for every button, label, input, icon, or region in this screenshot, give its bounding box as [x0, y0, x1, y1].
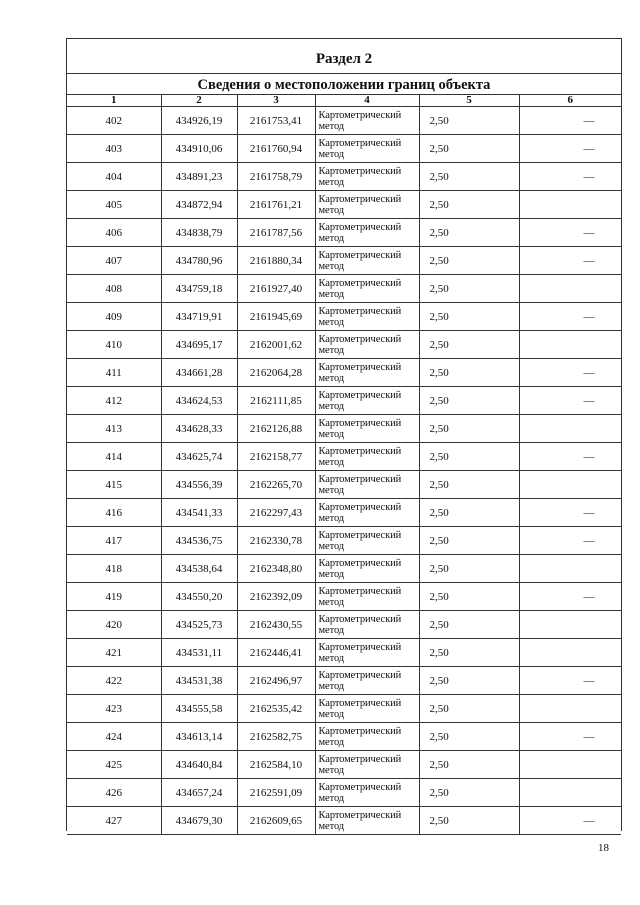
y-coordinate-cell: 2161927,40 [237, 275, 315, 303]
method-cell: Картометрический метод [315, 779, 419, 807]
column-header: 3 [237, 95, 315, 107]
table-row [67, 443, 621, 471]
method-cell: Картометрический метод [315, 583, 419, 611]
point-number-cell: 418 [67, 555, 161, 583]
note-cell [519, 275, 621, 303]
column-header: 1 [67, 95, 161, 107]
y-coordinate-cell: 2162001,62 [237, 331, 315, 359]
point-number-cell: 404 [67, 163, 161, 191]
note-cell: — [519, 527, 621, 555]
y-coordinate-cell: 2162330,78 [237, 527, 315, 555]
point-number-cell: 410 [67, 331, 161, 359]
method-cell: Картометрический метод [315, 555, 419, 583]
column-header: 2 [161, 95, 237, 107]
x-coordinate-cell: 434780,96 [161, 247, 237, 275]
x-coordinate-cell: 434625,74 [161, 443, 237, 471]
precision-cell: 2,50 [419, 387, 519, 415]
precision-cell: 2,50 [419, 583, 519, 611]
note-cell: — [519, 443, 621, 471]
precision-cell: 2,50 [419, 499, 519, 527]
note-cell [519, 695, 621, 723]
point-number-cell: 415 [67, 471, 161, 499]
method-cell: Картометрический метод [315, 751, 419, 779]
x-coordinate-cell: 434538,64 [161, 555, 237, 583]
x-coordinate-cell: 434550,20 [161, 583, 237, 611]
method-cell: Картометрический метод [315, 695, 419, 723]
table-row [67, 107, 621, 135]
table-row [67, 807, 621, 835]
table-row [67, 191, 621, 219]
precision-cell: 2,50 [419, 443, 519, 471]
point-number-cell: 424 [67, 723, 161, 751]
note-cell: — [519, 359, 621, 387]
note-cell [519, 779, 621, 807]
method-cell: Картометрический метод [315, 443, 419, 471]
precision-cell: 2,50 [419, 191, 519, 219]
table-row [67, 275, 621, 303]
point-number-cell: 414 [67, 443, 161, 471]
table-row [67, 611, 621, 639]
method-cell: Картометрический метод [315, 415, 419, 443]
y-coordinate-cell: 2162392,09 [237, 583, 315, 611]
point-number-cell: 417 [67, 527, 161, 555]
point-number-cell: 427 [67, 807, 161, 835]
y-coordinate-cell: 2161753,41 [237, 107, 315, 135]
x-coordinate-cell: 434759,18 [161, 275, 237, 303]
table-row [67, 751, 621, 779]
y-coordinate-cell: 2162496,97 [237, 667, 315, 695]
x-coordinate-cell: 434555,58 [161, 695, 237, 723]
y-coordinate-cell: 2161787,56 [237, 219, 315, 247]
coordinates-table [67, 95, 621, 835]
point-number-cell: 425 [67, 751, 161, 779]
table-row [67, 527, 621, 555]
method-cell: Картометрический метод [315, 191, 419, 219]
note-cell: — [519, 499, 621, 527]
y-coordinate-cell: 2161945,69 [237, 303, 315, 331]
precision-cell: 2,50 [419, 779, 519, 807]
precision-cell: 2,50 [419, 527, 519, 555]
precision-cell: 2,50 [419, 303, 519, 331]
precision-cell: 2,50 [419, 275, 519, 303]
precision-cell: 2,50 [419, 751, 519, 779]
x-coordinate-cell: 434531,38 [161, 667, 237, 695]
table-row [67, 499, 621, 527]
point-number-cell: 409 [67, 303, 161, 331]
table-row [67, 779, 621, 807]
y-coordinate-cell: 2162584,10 [237, 751, 315, 779]
x-coordinate-cell: 434556,39 [161, 471, 237, 499]
method-cell: Картометрический метод [315, 359, 419, 387]
point-number-cell: 422 [67, 667, 161, 695]
method-cell: Картометрический метод [315, 527, 419, 555]
y-coordinate-cell: 2162126,88 [237, 415, 315, 443]
y-coordinate-cell: 2161758,79 [237, 163, 315, 191]
table-row [67, 331, 621, 359]
table-row [67, 639, 621, 667]
precision-cell: 2,50 [419, 331, 519, 359]
method-cell: Картометрический метод [315, 611, 419, 639]
method-cell: Картометрический метод [315, 667, 419, 695]
method-cell: Картометрический метод [315, 499, 419, 527]
table-row [67, 723, 621, 751]
table-row [67, 303, 621, 331]
table-row [67, 667, 621, 695]
point-number-cell: 419 [67, 583, 161, 611]
point-number-cell: 416 [67, 499, 161, 527]
precision-cell: 2,50 [419, 555, 519, 583]
section-title: Раздел 2 [67, 39, 621, 74]
x-coordinate-cell: 434838,79 [161, 219, 237, 247]
note-cell [519, 471, 621, 499]
point-number-cell: 407 [67, 247, 161, 275]
method-cell: Картометрический метод [315, 135, 419, 163]
precision-cell: 2,50 [419, 247, 519, 275]
precision-cell: 2,50 [419, 667, 519, 695]
note-cell [519, 415, 621, 443]
x-coordinate-cell: 434613,14 [161, 723, 237, 751]
block-title: Сведения о местоположении границ объекта [67, 74, 621, 95]
note-cell [519, 331, 621, 359]
x-coordinate-cell: 434624,53 [161, 387, 237, 415]
note-cell: — [519, 667, 621, 695]
precision-cell: 2,50 [419, 807, 519, 835]
table-row [67, 219, 621, 247]
point-number-cell: 421 [67, 639, 161, 667]
point-number-cell: 423 [67, 695, 161, 723]
method-cell: Картометрический метод [315, 303, 419, 331]
precision-cell: 2,50 [419, 359, 519, 387]
table-body [67, 107, 621, 835]
method-cell: Картометрический метод [315, 163, 419, 191]
precision-cell: 2,50 [419, 723, 519, 751]
table-header-row [67, 95, 621, 107]
document-table-frame [66, 38, 622, 831]
x-coordinate-cell: 434628,33 [161, 415, 237, 443]
y-coordinate-cell: 2162348,80 [237, 555, 315, 583]
table-row [67, 359, 621, 387]
method-cell: Картометрический метод [315, 219, 419, 247]
x-coordinate-cell: 434910,06 [161, 135, 237, 163]
x-coordinate-cell: 434640,84 [161, 751, 237, 779]
note-cell [519, 639, 621, 667]
point-number-cell: 420 [67, 611, 161, 639]
point-number-cell: 403 [67, 135, 161, 163]
method-cell: Картометрический метод [315, 471, 419, 499]
table-row [67, 415, 621, 443]
y-coordinate-cell: 2162582,75 [237, 723, 315, 751]
point-number-cell: 411 [67, 359, 161, 387]
precision-cell: 2,50 [419, 163, 519, 191]
method-cell: Картометрический метод [315, 275, 419, 303]
precision-cell: 2,50 [419, 135, 519, 163]
page-number: 18 [598, 842, 609, 854]
precision-cell: 2,50 [419, 639, 519, 667]
y-coordinate-cell: 2162446,41 [237, 639, 315, 667]
table-row [67, 555, 621, 583]
column-header: 6 [519, 95, 621, 107]
y-coordinate-cell: 2162111,85 [237, 387, 315, 415]
x-coordinate-cell: 434695,17 [161, 331, 237, 359]
x-coordinate-cell: 434891,23 [161, 163, 237, 191]
point-number-cell: 426 [67, 779, 161, 807]
method-cell: Картометрический метод [315, 639, 419, 667]
method-cell: Картометрический метод [315, 387, 419, 415]
x-coordinate-cell: 434926,19 [161, 107, 237, 135]
x-coordinate-cell: 434657,24 [161, 779, 237, 807]
y-coordinate-cell: 2162430,55 [237, 611, 315, 639]
method-cell: Картометрический метод [315, 331, 419, 359]
x-coordinate-cell: 434525,73 [161, 611, 237, 639]
note-cell: — [519, 107, 621, 135]
note-cell: — [519, 723, 621, 751]
table-row [67, 387, 621, 415]
precision-cell: 2,50 [419, 415, 519, 443]
note-cell [519, 555, 621, 583]
note-cell: — [519, 163, 621, 191]
column-header: 4 [315, 95, 419, 107]
x-coordinate-cell: 434679,30 [161, 807, 237, 835]
note-cell: — [519, 303, 621, 331]
method-cell: Картометрический метод [315, 807, 419, 835]
table-row [67, 135, 621, 163]
note-cell: — [519, 387, 621, 415]
x-coordinate-cell: 434719,91 [161, 303, 237, 331]
precision-cell: 2,50 [419, 611, 519, 639]
x-coordinate-cell: 434531,11 [161, 639, 237, 667]
y-coordinate-cell: 2162609,65 [237, 807, 315, 835]
point-number-cell: 406 [67, 219, 161, 247]
method-cell: Картометрический метод [315, 247, 419, 275]
precision-cell: 2,50 [419, 695, 519, 723]
table-row [67, 163, 621, 191]
method-cell: Картометрический метод [315, 723, 419, 751]
column-header: 5 [419, 95, 519, 107]
y-coordinate-cell: 2162297,43 [237, 499, 315, 527]
y-coordinate-cell: 2162591,09 [237, 779, 315, 807]
note-cell [519, 751, 621, 779]
y-coordinate-cell: 2161880,34 [237, 247, 315, 275]
point-number-cell: 412 [67, 387, 161, 415]
y-coordinate-cell: 2162158,77 [237, 443, 315, 471]
x-coordinate-cell: 434536,75 [161, 527, 237, 555]
y-coordinate-cell: 2161760,94 [237, 135, 315, 163]
y-coordinate-cell: 2162265,70 [237, 471, 315, 499]
note-cell: — [519, 219, 621, 247]
note-cell [519, 191, 621, 219]
point-number-cell: 408 [67, 275, 161, 303]
precision-cell: 2,50 [419, 471, 519, 499]
note-cell: — [519, 807, 621, 835]
note-cell: — [519, 247, 621, 275]
x-coordinate-cell: 434872,94 [161, 191, 237, 219]
method-cell: Картометрический метод [315, 107, 419, 135]
table-row [67, 471, 621, 499]
y-coordinate-cell: 2161761,21 [237, 191, 315, 219]
table-row [67, 695, 621, 723]
point-number-cell: 413 [67, 415, 161, 443]
point-number-cell: 405 [67, 191, 161, 219]
note-cell: — [519, 135, 621, 163]
x-coordinate-cell: 434661,28 [161, 359, 237, 387]
precision-cell: 2,50 [419, 219, 519, 247]
note-cell [519, 611, 621, 639]
table-row [67, 583, 621, 611]
precision-cell: 2,50 [419, 107, 519, 135]
y-coordinate-cell: 2162535,42 [237, 695, 315, 723]
note-cell: — [519, 583, 621, 611]
point-number-cell: 402 [67, 107, 161, 135]
y-coordinate-cell: 2162064,28 [237, 359, 315, 387]
x-coordinate-cell: 434541,33 [161, 499, 237, 527]
table-row [67, 247, 621, 275]
